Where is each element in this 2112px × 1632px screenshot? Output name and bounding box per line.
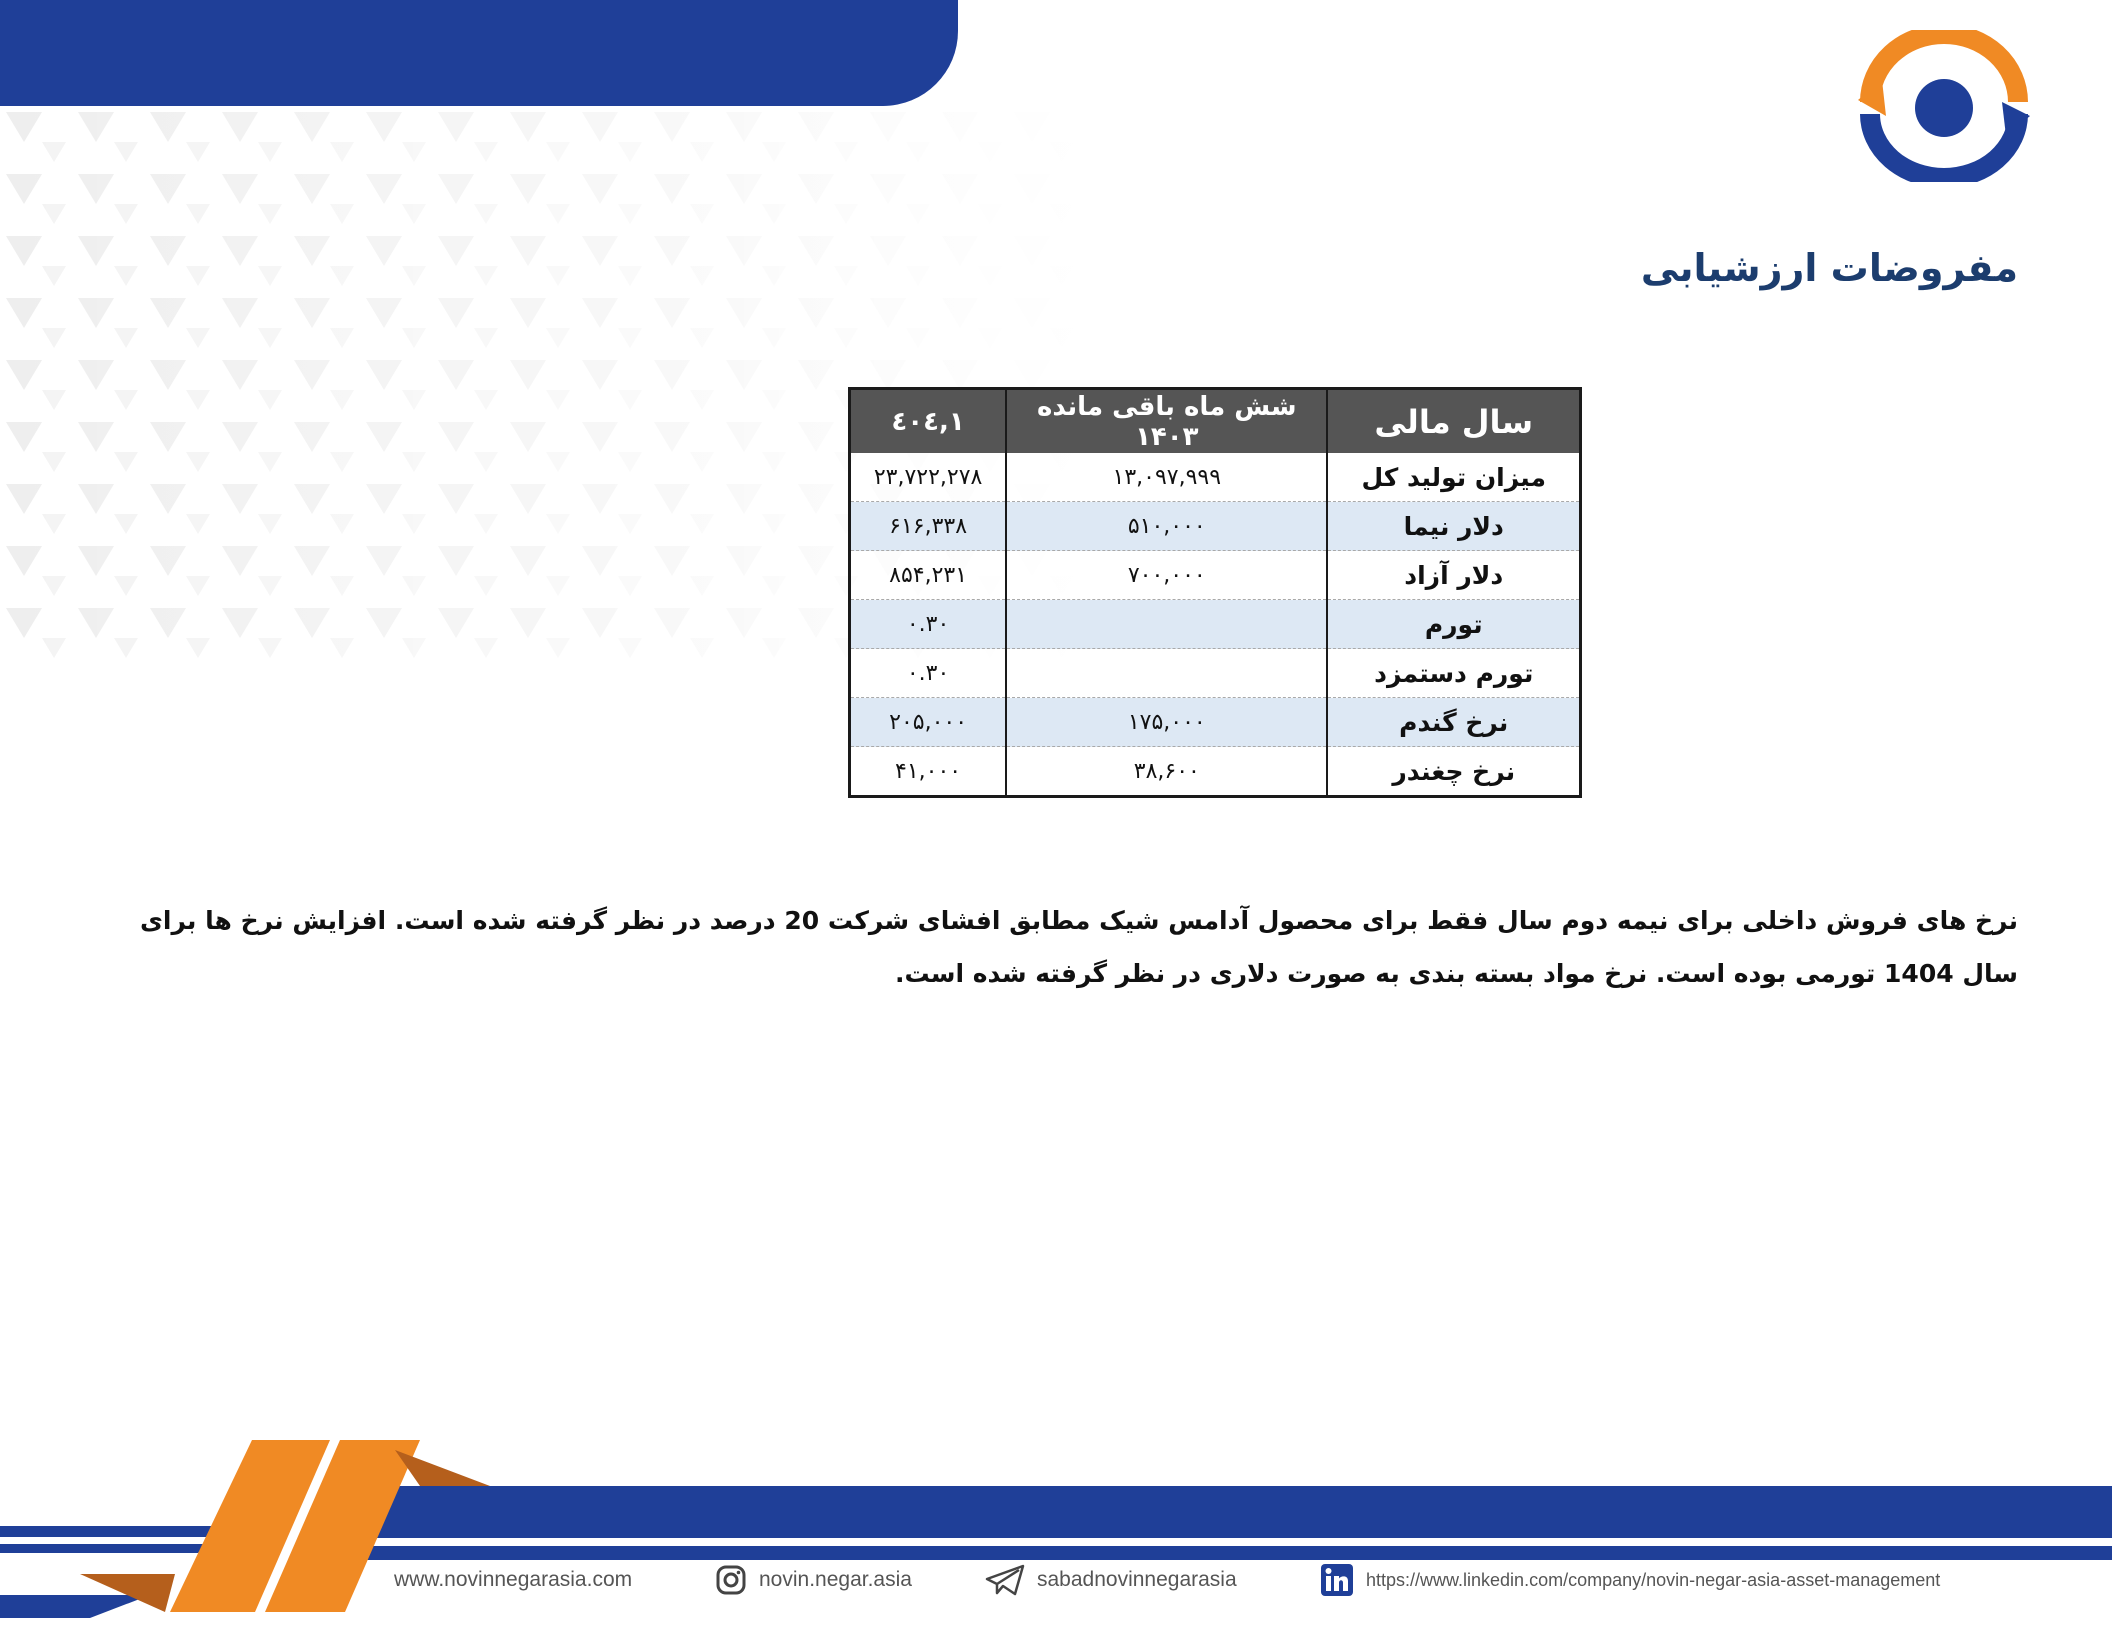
- website-link[interactable]: www.novinnegarasia.com: [394, 1568, 633, 1591]
- row-value-1404: ۲۳,۷۲۲,۲۷۸: [850, 453, 1007, 502]
- row-value-1404: ۸۵۴,۲۳۱: [850, 551, 1007, 600]
- row-value-1404: ۴۱,۰۰۰: [850, 747, 1007, 797]
- row-value-1404: ۲۰۵,۰۰۰: [850, 698, 1007, 747]
- assumptions-table-container: [848, 387, 1582, 798]
- row-value-1404: ۰.۳۰: [850, 649, 1007, 698]
- logo-mark: [1856, 30, 2032, 182]
- table-header-row: [850, 389, 1581, 454]
- telegram-handle[interactable]: sabadnovinnegarasia: [1037, 1568, 1237, 1591]
- row-value-1403: ۳۸,۶۰۰: [1006, 747, 1327, 797]
- footer-instagram[interactable]: [715, 1545, 912, 1615]
- table-row: [850, 649, 1581, 698]
- row-value-1404: ۶۱۶,۳۳۸: [850, 502, 1007, 551]
- row-label: نرخ چغندر: [1327, 747, 1580, 797]
- page-title: مفروضات ارزشیابی: [1640, 246, 2018, 290]
- telegram-icon: [985, 1564, 1025, 1596]
- instagram-icon: [715, 1564, 747, 1596]
- footer-telegram[interactable]: [985, 1545, 1237, 1615]
- footer-linkedin[interactable]: [1320, 1545, 1940, 1615]
- row-value-1403: ۱۷۵,۰۰۰: [1006, 698, 1327, 747]
- row-value-1403: [1006, 600, 1327, 649]
- row-label: نرخ گندم: [1327, 698, 1580, 747]
- linkedin-url[interactable]: https://www.linkedin.com/company/novin-negar-asia-asset-management: [1366, 1569, 1941, 1590]
- footer-website[interactable]: [394, 1545, 632, 1615]
- row-value-1403: ۵۱۰,۰۰۰: [1006, 502, 1327, 551]
- table-row: [850, 747, 1581, 797]
- header-remaining-six-months: شش ماه باقی مانده ۱۴۰۳: [1006, 389, 1327, 454]
- assumptions-note: نرخ های فروش داخلی برای نیمه دوم سال فقط برای محصول آدامس شیک مطابق افشای شرکت 20 درصد در نظر گرفته شده است. افزایش نرخ ها برای سال 1404 تورمی بوده است. نرخ مواد بسته بندی به صورت دلاری در نظر گرفته شده است.: [140, 906, 2018, 988]
- header-year-1404: ۱,٤۰٤: [850, 389, 1007, 454]
- row-value-1403: ۱۳,۰۹۷,۹۹۹: [1006, 453, 1327, 502]
- row-label: میزان تولید کل: [1327, 453, 1580, 502]
- row-label: دلار نیما: [1327, 502, 1580, 551]
- row-value-1403: [1006, 649, 1327, 698]
- row-value-1404: ۰.۳۰: [850, 600, 1007, 649]
- row-label: دلار آزاد: [1327, 551, 1580, 600]
- top-banner: [0, 0, 958, 106]
- table-row: [850, 698, 1581, 747]
- footer-contact-bar: [0, 1545, 2112, 1615]
- table-row: [850, 502, 1581, 551]
- table-row: [850, 600, 1581, 649]
- row-label: تورم دستمزد: [1327, 649, 1580, 698]
- header-fiscal-year: سال مالی: [1327, 389, 1580, 454]
- instagram-handle[interactable]: novin.negar.asia: [759, 1568, 912, 1591]
- table-row: [850, 453, 1581, 502]
- linkedin-icon: [1320, 1563, 1354, 1597]
- assumptions-table: [848, 387, 1582, 798]
- table-row: [850, 551, 1581, 600]
- row-value-1403: ۷۰۰,۰۰۰: [1006, 551, 1327, 600]
- row-label: تورم: [1327, 600, 1580, 649]
